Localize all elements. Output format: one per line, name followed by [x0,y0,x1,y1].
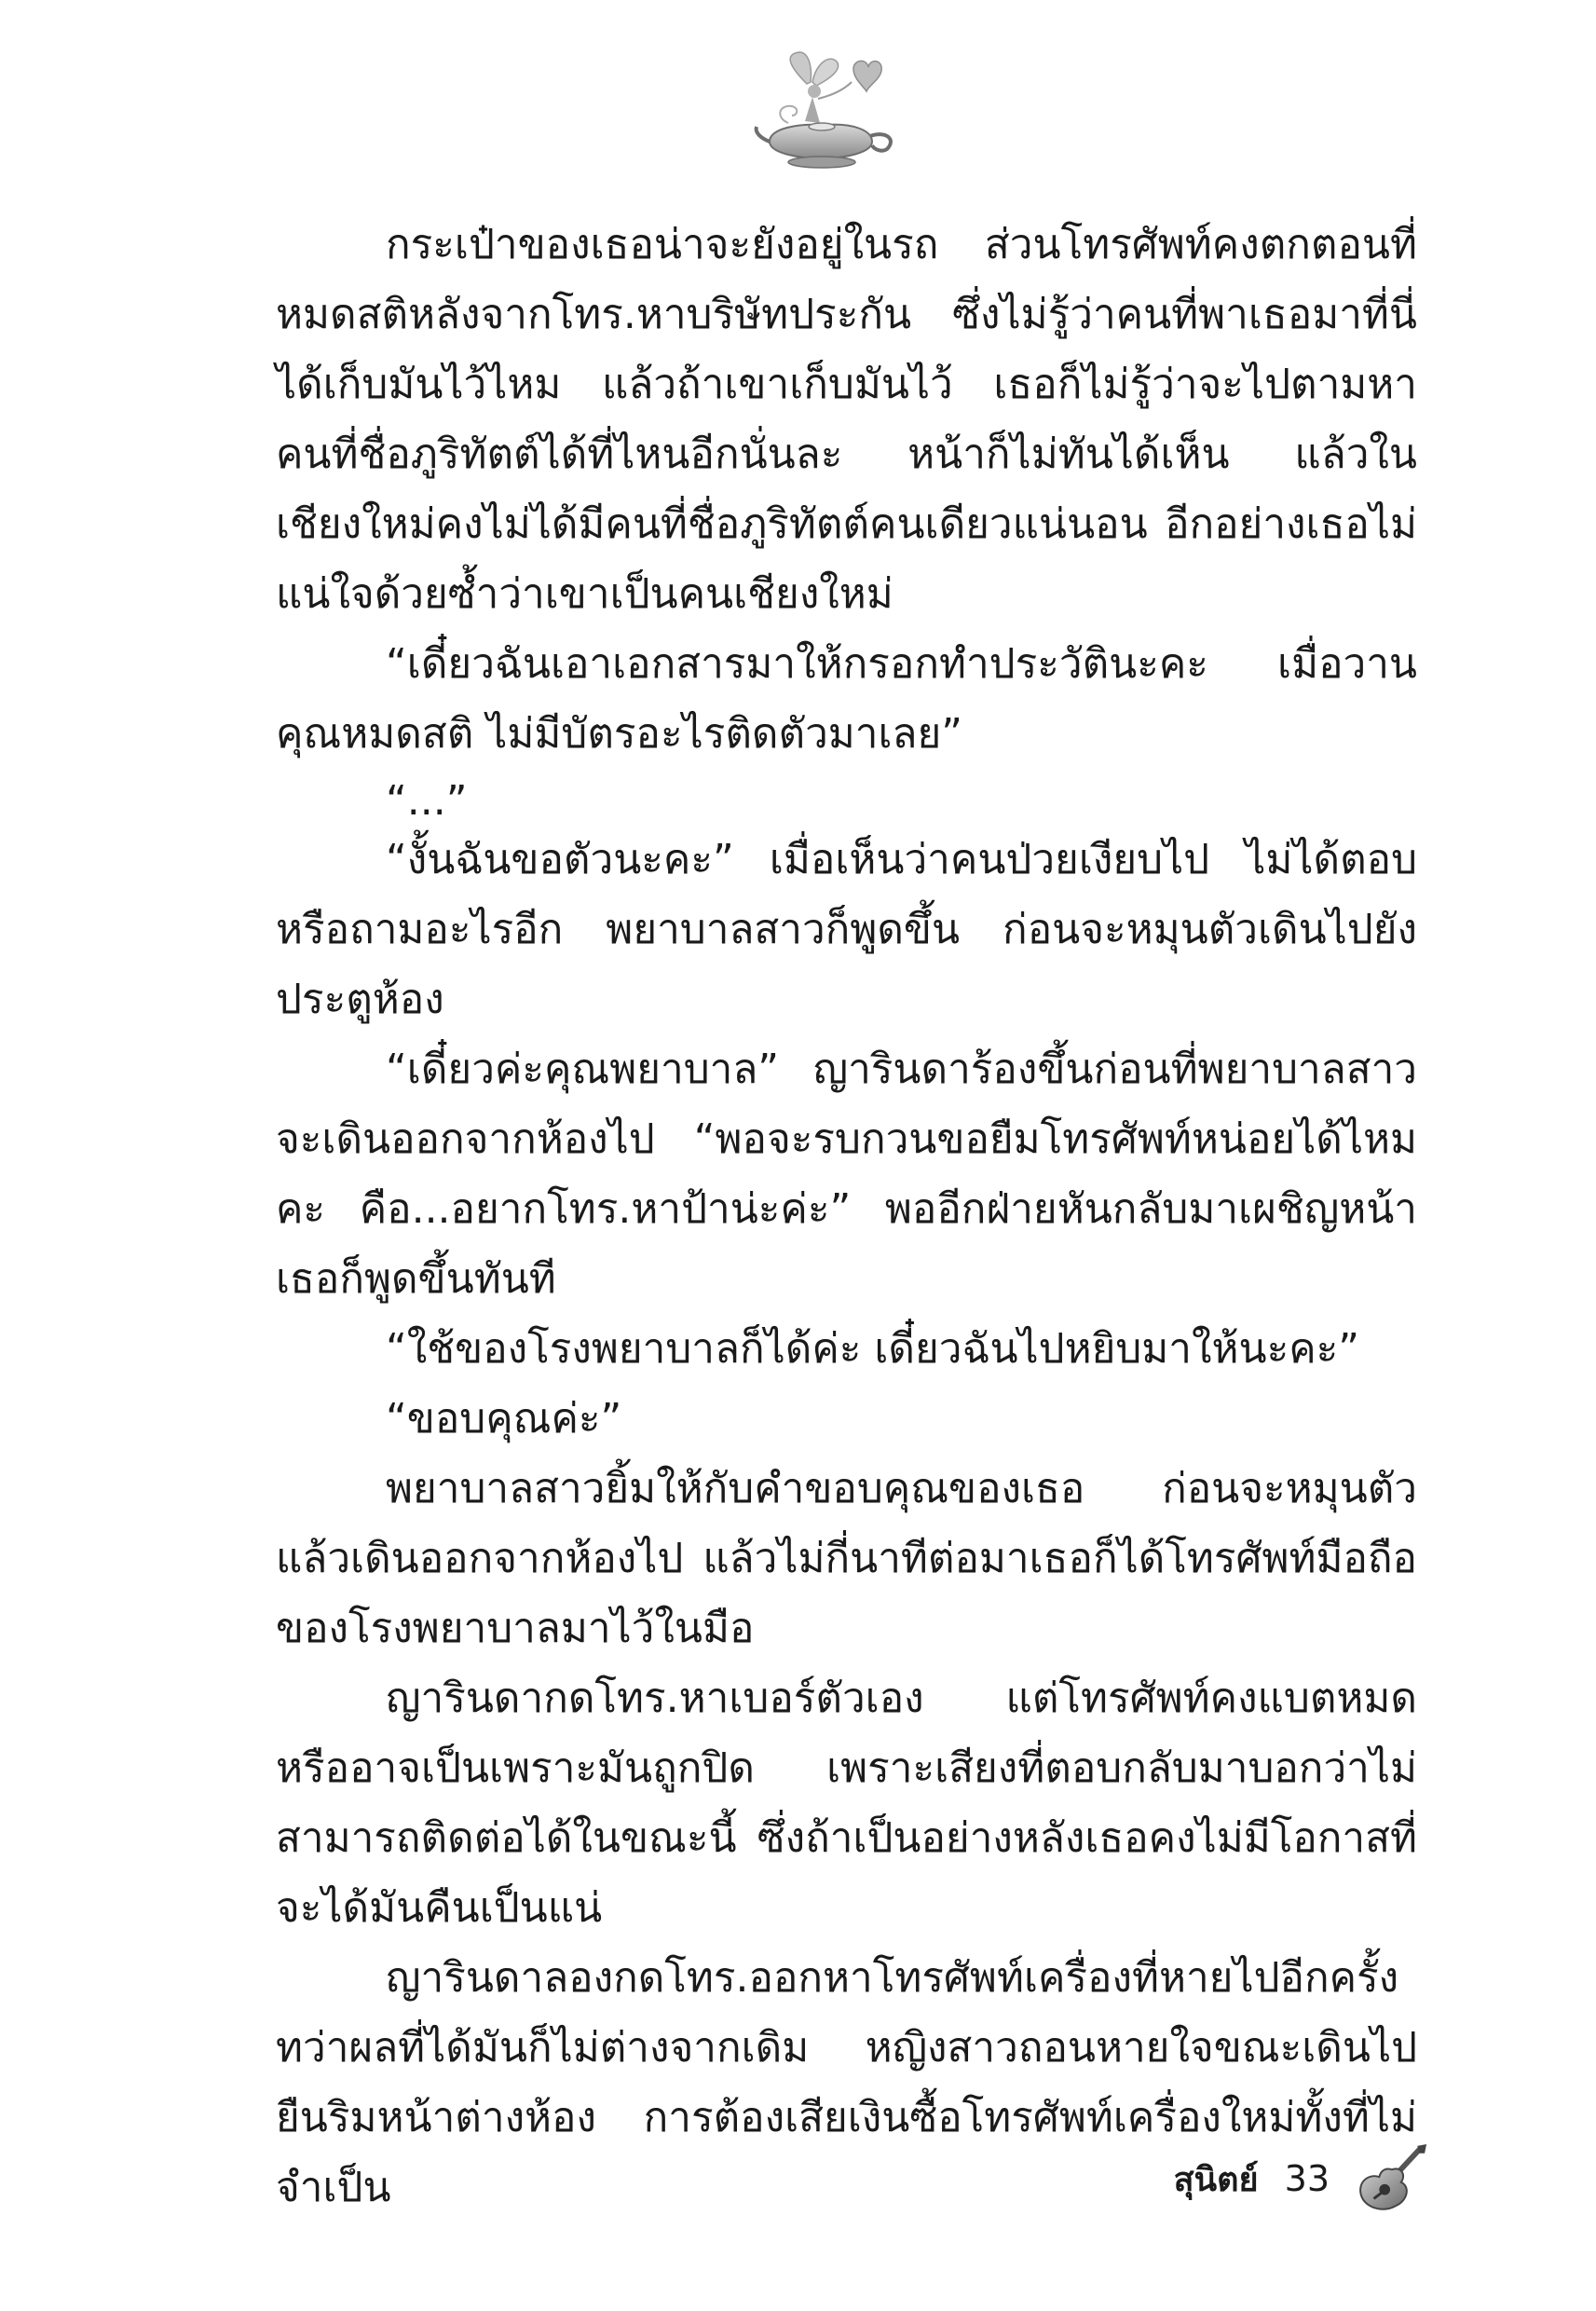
paragraph: ญารินดาลองกดโทร.ออกหาโทรศัพท์เครื่องที่หายไปอีกครั้ง ทว่าผลที่ได้มันก็ไม่ต่างจากเดิม หญิงสาวถอนหายใจขณะเดินไปยืนริมหน้าต่างห้อง การต้องเสียเงินซื้อโทรศัพท์เครื่องใหม่ทั้งที่ไม่จำเป็น [276,1954,1417,2211]
paragraph: “ใช้ของโรงพยาบาลก็ได้ค่ะ เดี๋ยวฉันไปหยิบมาให้นะคะ” [386,1325,1360,1373]
footer-title: สุนิตย์ [1173,2160,1259,2199]
paragraph: ญารินดากดโทร.หาเบอร์ตัวเอง แต่โทรศัพท์คงแบตหมด หรืออาจเป็นเพราะมันถูกปิด เพราะเสียงที่ตอบกลับมาบอกว่าไม่สามารถติดต่อได้ในขณะนี้ ซึ่งถ้าเป็นอย่างหลังเธอคงไม่มีโอกาสที่จะได้มันคืนเป็นแน่ [276,1675,1417,1932]
lamp-with-fairy-icon [751,48,900,170]
guitar-icon [1356,2141,1428,2216]
paragraph: “เดี๋ยวฉันเอาเอกสารมาให้กรอกทำประวัตินะคะ เมื่อวานคุณหมดสติ ไม่มีบัตรอะไรติดตัวมาเลย” [276,640,1417,758]
paragraph: “งั้นฉันขอตัวนะคะ” เมื่อเห็นว่าคนป่วยเงียบไป ไม่ได้ตอบหรือถามอะไรอีก พยาบาลสาวก็พูดขึ้น ก่อนจะหมุนตัวเดินไปยังประตูห้อง [276,836,1417,1023]
paragraph: กระเป๋าของเธอน่าจะยังอยู่ในรถ ส่วนโทรศัพท์คงตกตอนที่หมดสติหลังจากโทร.หาบริษัทประกัน ซึ่งไม่รู้ว่าคนที่พาเธอมาที่นี่ได้เก็บมันไว้ไหม แล้วถ้าเขาเก็บมันไว้ เธอก็ไม่รู้ว่าจะไปตามหาคนที่ชื่อภูริทัตต์ได้ที่ไหนอีกนั่นละ หน้าก็ไม่ทันได้เห็น แล้วในเชียงใหม่คงไม่ได้มีคนที่ชื่อภูริทัตต์คนเดียวแน่นอน อีกอย่างเธอไม่แน่ใจด้วยซ้ำว่าเขาเป็นคนเชียงใหม่ [276,221,1417,618]
page-body [276,210,1417,2222]
page-number: 33 [1284,2158,1330,2199]
paragraph: “ขอบคุณค่ะ” [386,1395,622,1443]
page-footer [1174,2141,1428,2216]
paragraph: “...” [386,777,468,825]
paragraph: พยาบาลสาวยิ้มให้กับคำขอบคุณของเธอ ก่อนจะหมุนตัวแล้วเดินออกจากห้องไป แล้วไม่กี่นาทีต่อมาเธอก็ได้โทรศัพท์มือถือของโรงพยาบาลมาไว้ในมือ [276,1465,1417,1652]
paragraph: “เดี๋ยวค่ะคุณพยาบาล” ญารินดาร้องขึ้นก่อนที่พยาบาลสาวจะเดินออกจากห้องไป “พอจะรบกวนขอยืมโทรศัพท์หน่อยได้ไหมคะ คือ...อยากโทร.หาป้าน่ะค่ะ” พออีกฝ่ายหันกลับมาเผชิญหน้าเธอก็พูดขึ้นทันที [276,1046,1417,1303]
